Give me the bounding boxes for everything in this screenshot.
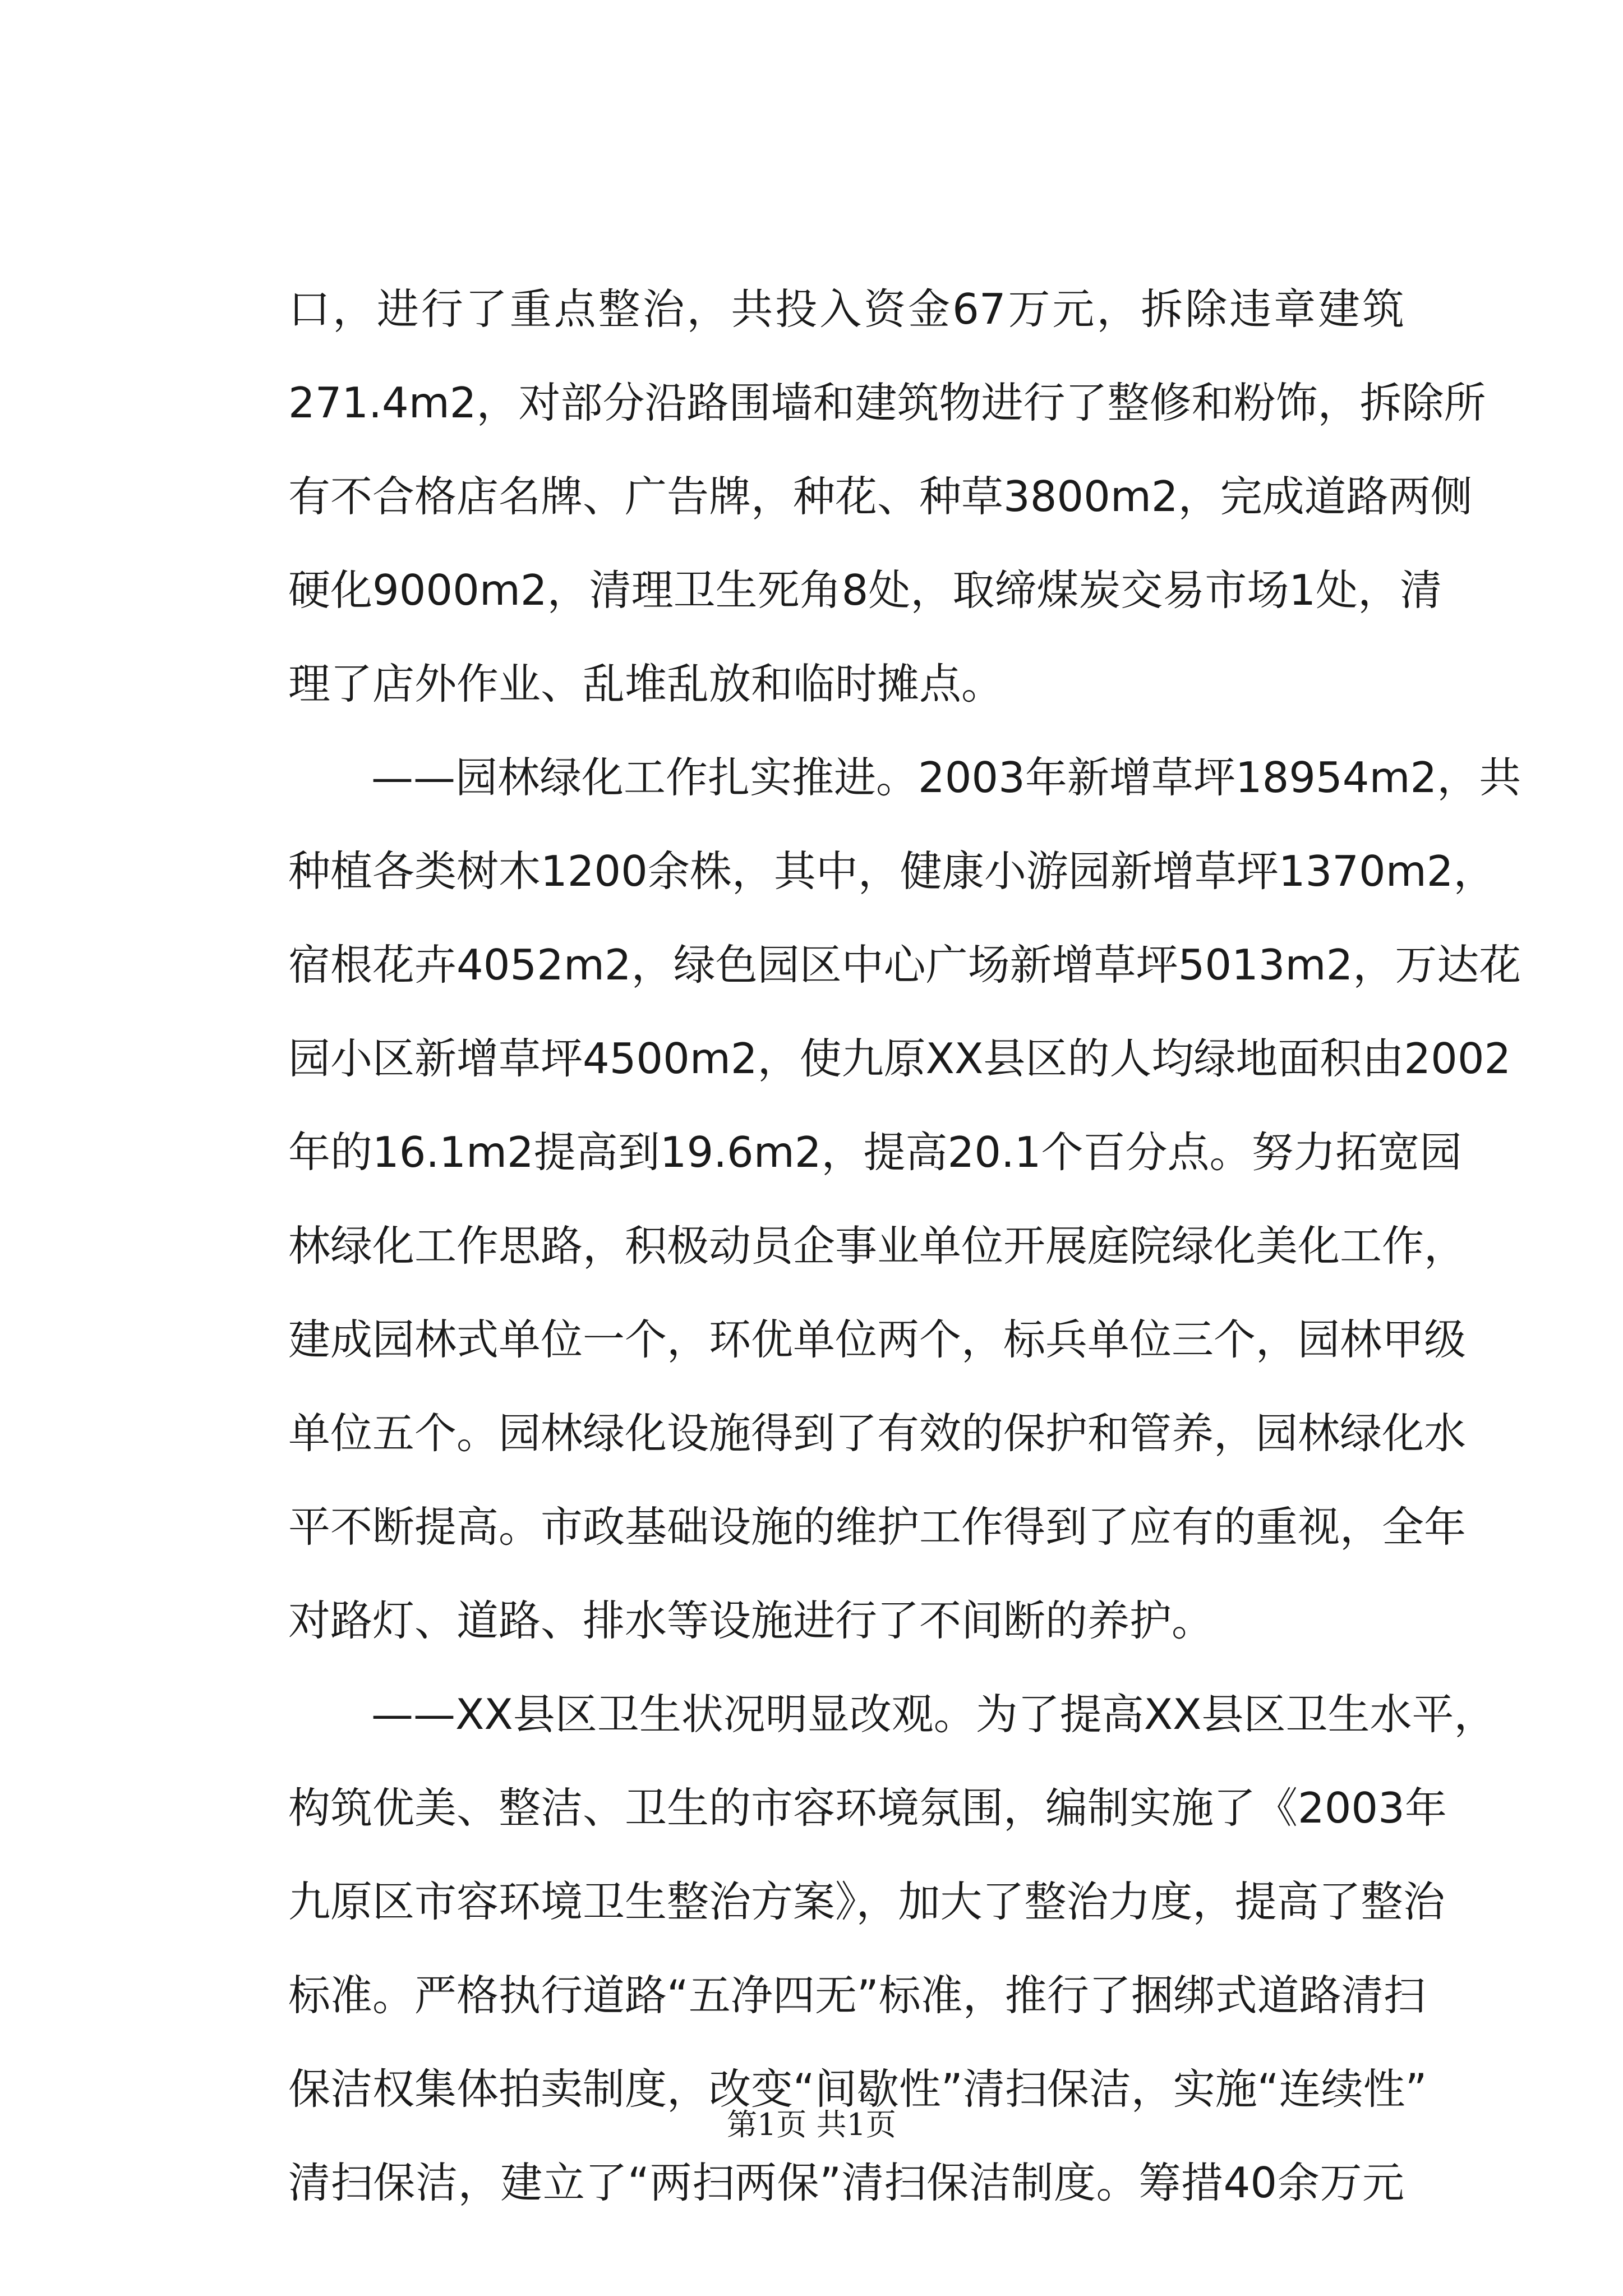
text-line: 种植各类树木1200余株，其中，健康小游园新增草坪1370m2， [288, 846, 1496, 896]
text-line: 九原区市容环境卫生整治方案》，加大了整治力度，提高了整治 [288, 1877, 1445, 1926]
text-line: 宿根花卉4052m2，绿色园区中心广场新增草坪5013m2，万达花 [288, 940, 1521, 990]
text-line: 口，进行了重点整治，共投入资金67万元，拆除违章建筑 [288, 284, 1404, 334]
text-line: 建成园林式单位一个，环优单位两个，标兵单位三个，园林甲级 [288, 1315, 1467, 1364]
text-line: 平不断提高。市政基础设施的维护工作得到了应有的重视，全年 [288, 1502, 1467, 1552]
text-line: 理了店外作业、乱堆乱放和临时摊点。 [288, 659, 1004, 708]
text-line: 有不合格店名牌、广告牌，种花、种草3800m2，完成道路两侧 [288, 472, 1473, 521]
body-text [288, 263, 1521, 2230]
text-line: 标准。严格执行道路“五净四无”标准，推行了捆绑式道路清扫 [288, 1971, 1426, 2020]
text-line: 构筑优美、整洁、卫生的市容环境氛围，编制实施了《2003年 [288, 1783, 1447, 1833]
text-line: 保洁权集体拍卖制度，改变“间歇性”清扫保洁，实施“连续性” [288, 2064, 1427, 2114]
text-line: 单位五个。园林绿化设施得到了有效的保护和管养，园林绿化水 [288, 1409, 1467, 1458]
text-line: 清扫保洁，建立了“两扫两保”清扫保洁制度。筹措40余万元 [288, 2158, 1404, 2207]
text-line: 园小区新增草坪4500m2，使九原XX县区的人均绿地面积由2002 [288, 1034, 1511, 1083]
text-line: 林绿化工作思路，积极动员企事业单位开展庭院绿化美化工作， [288, 1221, 1467, 1271]
text-line: 硬化9000m2，清理卫生死角8处，取缔煤炭交易市场1处，清 [288, 565, 1442, 615]
text-line: 对路灯、道路、排水等设施进行了不间断的养护。 [288, 1596, 1214, 1645]
text-line: 年的16.1m2提高到19.6m2，提高20.1个百分点。努力拓宽园 [288, 1128, 1462, 1177]
text-line: ——园林绿化工作扎实推进。2003年新增草坪18954m2，共 [371, 753, 1521, 802]
page-footer: 第1页 共1页 [727, 2107, 896, 2142]
text-line: 271.4m2，对部分沿路围墙和建筑物进行了整修和粉饰，拆除所 [288, 378, 1486, 427]
text-line: ——XX县区卫生状况明显改观。为了提高XX县区卫生水平， [371, 1690, 1496, 1739]
